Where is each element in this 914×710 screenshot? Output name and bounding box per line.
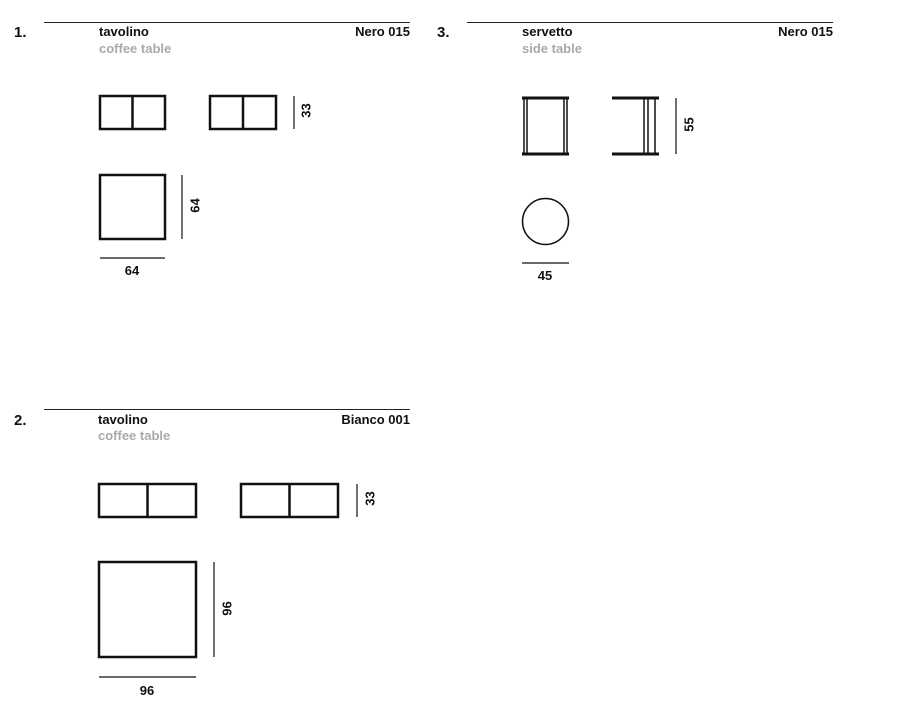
item-3-diameter-dim: 45 xyxy=(537,268,553,283)
item-1-width-dim: 64 xyxy=(124,263,140,278)
item-3-number: 3. xyxy=(437,24,450,41)
item-1-number: 1. xyxy=(14,24,27,41)
item-2-width-dim: 96 xyxy=(139,683,155,698)
item-3-finish: Nero 015 xyxy=(778,24,833,39)
item-1-finish: Nero 015 xyxy=(355,24,410,39)
item-1-plan-view xyxy=(100,175,165,239)
item-2-height-dim: 33 xyxy=(362,491,378,506)
item-1-subtitle: coffee table xyxy=(99,41,172,56)
item-2-finish: Bianco 001 xyxy=(341,412,410,427)
item-2-number: 2. xyxy=(14,412,27,429)
item-2-side-elevation xyxy=(241,484,338,517)
item-1-side-elevation xyxy=(210,96,276,129)
item-3-name: servetto xyxy=(522,24,573,39)
item-3-side-elevation xyxy=(612,98,659,154)
item-2-name: tavolino xyxy=(98,412,148,427)
item-3-plan-view xyxy=(523,199,569,245)
item-1-front-elevation xyxy=(100,96,165,129)
item-2-subtitle: coffee table xyxy=(98,428,171,443)
item-3-subtitle: side table xyxy=(522,41,582,56)
item-2-plan-view xyxy=(99,562,196,657)
item-1-depth-dim: 64 xyxy=(187,198,203,213)
item-1-name: tavolino xyxy=(99,24,149,39)
item-2-depth-dim: 96 xyxy=(219,601,235,616)
item-1-height-dim: 33 xyxy=(298,103,314,118)
item-2-front-elevation xyxy=(99,484,196,517)
item-3-height-dim: 55 xyxy=(681,117,697,132)
item-3-front-elevation xyxy=(522,98,569,154)
